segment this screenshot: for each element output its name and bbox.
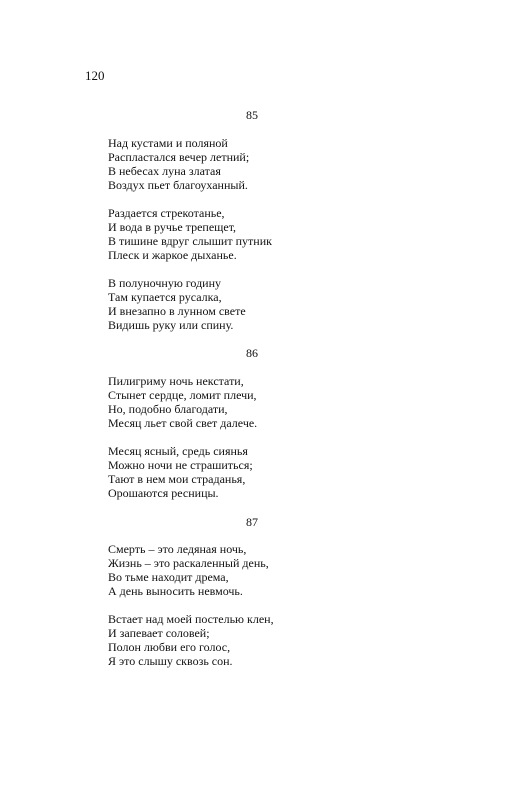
poem-number-87: 87 — [246, 515, 258, 529]
verse-line: И внезапно в лунном свете — [108, 304, 246, 318]
verse-line: Во тьме находит дрема, — [108, 570, 229, 584]
verse-line: Месяц льет свой свет далече. — [108, 416, 258, 430]
verse-line: Там купается русалка, — [108, 290, 222, 304]
verse-line: Жизнь – это раскаленный день, — [108, 556, 269, 570]
verse-line: Месяц ясный, средь сиянья — [108, 444, 248, 458]
verse-line: И вода в ручье трепещет, — [108, 220, 237, 234]
stanza — [108, 374, 408, 430]
verse-line: Воздух пьет благоуханный. — [108, 178, 248, 192]
verse-line: Я это слышу сквозь сон. — [108, 654, 233, 668]
poem-86 — [108, 374, 408, 500]
verse-line: Видишь руку или спину. — [108, 318, 234, 332]
page-number: 120 — [85, 68, 105, 83]
verse-line: Над кустами и поляной — [108, 136, 228, 150]
stanza — [108, 276, 408, 332]
verse-line: В небесах луна златая — [108, 164, 221, 178]
verse-line: Тают в нем мои страданья, — [108, 472, 246, 486]
poem-85 — [108, 136, 408, 332]
verse-line: В полуночную годину — [108, 276, 222, 290]
verse-line: В тишине вдруг слышит путник — [108, 234, 272, 248]
stanza — [108, 444, 408, 500]
verse-line: Пилигриму ночь некстати, — [108, 374, 244, 388]
verse-line: И запевает соловей; — [108, 626, 210, 640]
verse-line: Стынет сердце, ломит плечи, — [108, 388, 257, 402]
verse-line: Распластался вечер летний; — [108, 150, 250, 164]
verse-line: Встает над моей постелью клен, — [108, 612, 274, 626]
verse-line: Плеск и жаркое дыханье. — [108, 248, 237, 262]
verse-line: Можно ночи не страшиться; — [108, 458, 253, 472]
poem-number-85: 85 — [246, 108, 258, 122]
stanza — [108, 206, 408, 262]
poem-number-86: 86 — [246, 346, 258, 360]
stanza — [108, 612, 408, 668]
verse-line: Полон любви его голос, — [108, 640, 231, 654]
poem-87 — [108, 542, 408, 668]
verse-line: Но, подобно благодати, — [108, 402, 228, 416]
stanza — [108, 542, 408, 598]
stanza — [108, 136, 408, 192]
verse-line: Орошаются ресницы. — [108, 486, 219, 500]
verse-line: Раздается стрекотанье, — [108, 206, 225, 220]
verse-line: А день выносить невмочь. — [108, 584, 243, 598]
verse-line: Смерть – это ледяная ночь, — [108, 542, 247, 556]
